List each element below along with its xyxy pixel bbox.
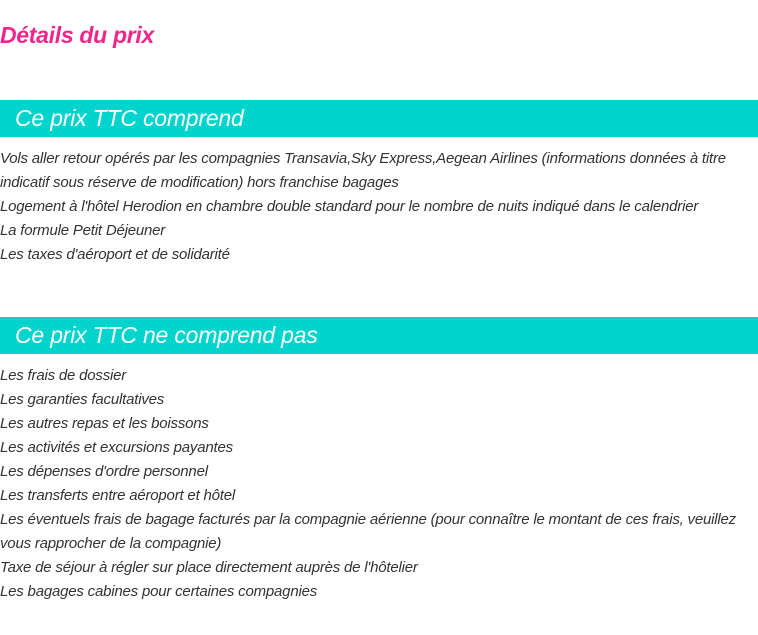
excluded-heading: Ce prix TTC ne comprend pas xyxy=(0,317,758,354)
list-item: Les taxes d'aéroport et de solidarité xyxy=(0,246,230,263)
included-section xyxy=(0,100,758,267)
list-item: Les activités et excursions payantes xyxy=(0,439,233,456)
list-item: Taxe de séjour à régler sur place directement auprès de l'hôtelier xyxy=(0,559,418,576)
list-item: Vols aller retour opérés par les compagnies Transavia,Sky Express,Aegean Airlines (informations données à titre indicatif sous réserve de modification) hors franchise bagages xyxy=(0,150,726,191)
list-item: Logement à l'hôtel Herodion en chambre double standard pour le nombre de nuits indiqué dans le calendrier xyxy=(0,198,699,215)
list-item: Les bagages cabines pour certaines compagnies xyxy=(0,583,318,600)
list-item: Les dépenses d'ordre personnel xyxy=(0,463,208,480)
excluded-list xyxy=(0,364,758,604)
included-heading: Ce prix TTC comprend xyxy=(0,100,758,137)
included-list xyxy=(0,147,758,267)
list-item: Les éventuels frais de bagage facturés par la compagnie aérienne (pour connaître le montant de ces frais, veuillez vous rapprocher de la compagnie) xyxy=(0,511,736,552)
excluded-section xyxy=(0,317,758,604)
list-item: Les autres repas et les boissons xyxy=(0,415,209,432)
list-item: La formule Petit Déjeuner xyxy=(0,222,166,239)
list-item: Les frais de dossier xyxy=(0,367,127,384)
list-item: Les garanties facultatives xyxy=(0,391,165,408)
page-title: Détails du prix xyxy=(0,22,154,48)
list-item: Les transferts entre aéroport et hôtel xyxy=(0,487,236,504)
